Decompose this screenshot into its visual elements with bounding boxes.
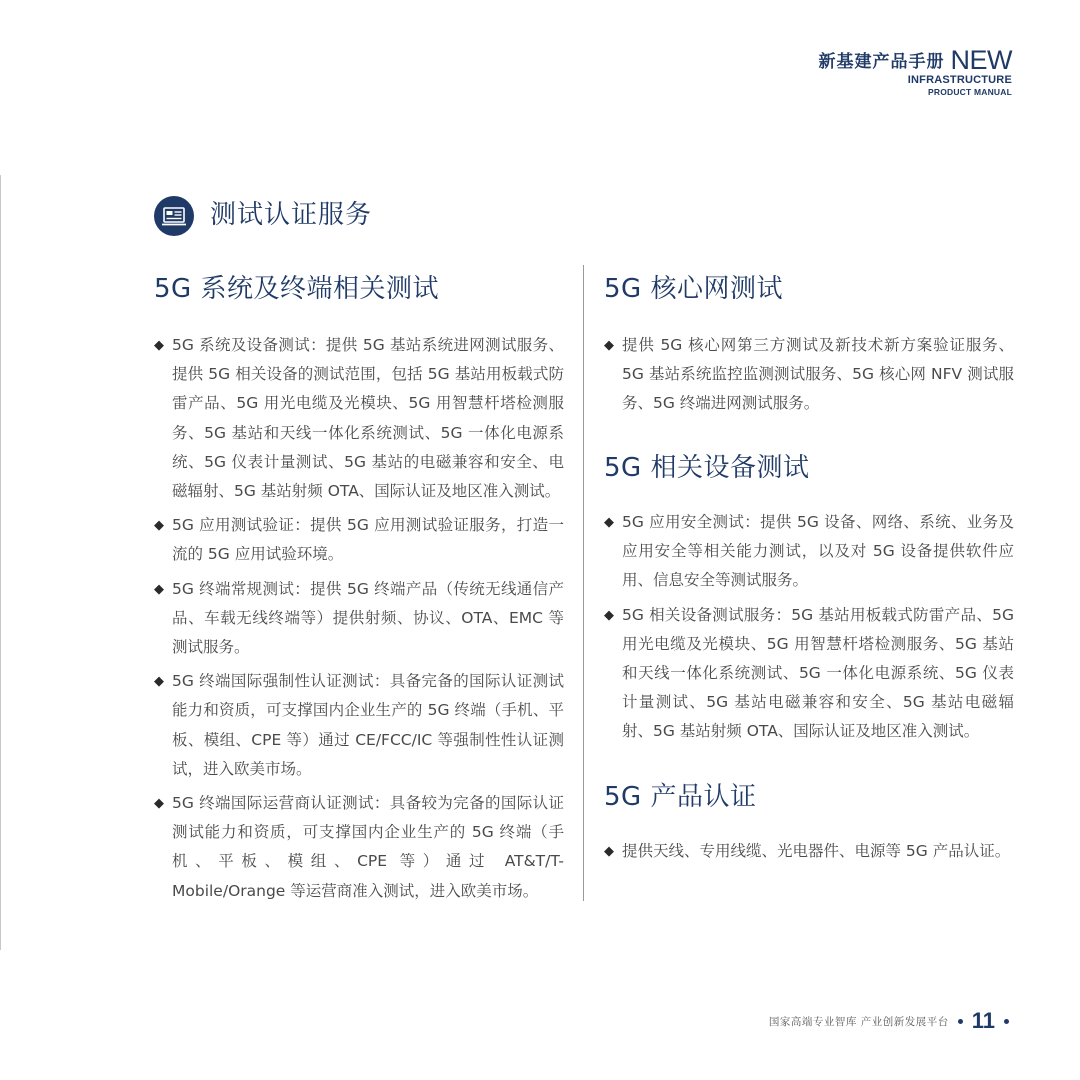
footer — [769, 1008, 1018, 1034]
list-item: ◆ 5G 终端国际运营商认证测试：具备较为完备的国际认证测试能力和资质，可支撑国内企业生产的 5G 终端（手机、平板、模组、CPE 等）通过 AT&T/T-Mobile/Orange 等运营商准入测试，进入欧美市场。 — [154, 789, 564, 906]
header-block — [818, 45, 1013, 98]
equipment-list — [604, 508, 1014, 747]
header-title-cn: 新基建产品手册 — [818, 52, 945, 72]
diamond-bullet-icon: ◆ — [604, 338, 614, 353]
section-title: 测试认证服务 — [210, 200, 373, 230]
list-item: ◆ 提供 5G 核心网第三方测试及新技术新方案验证服务、5G 基站系统监控监测测试服务、5G 核心网 NFV 测试服务、5G 终端进网测试服务。 — [604, 331, 1014, 419]
list-item: ◆ 5G 终端国际强制性认证测试：具备完备的国际认证测试能力和资质，可支撑国内企业生产的 5G 终端（手机、平板、模组、CPE 等）通过 CE/FCC/IC 等强制性性认证测试，进入欧美市场。 — [154, 667, 564, 784]
left-bullet-list — [154, 331, 564, 906]
page-number: 11 — [971, 1008, 995, 1033]
core-network-list — [604, 331, 1014, 419]
diamond-bullet-icon: ◆ — [154, 674, 164, 690]
diamond-bullet-icon: ◆ — [604, 515, 614, 530]
list-item: ◆ 5G 相关设备测试服务：5G 基站用板载式防雷产品、5G 用光电缆及光模块、5G 用智慧杆塔检测服务、5G 基站和天线一体化系统测试、5G 一体化电源系统、5G 仪表计量测试、5G 基站电磁兼容和安全、5G 基站电磁辐射、5G 基站射频 OTA、国际认证及地区准入测试。 — [604, 601, 1014, 747]
core-network-heading: 5G 核心网测试 — [604, 274, 783, 304]
list-item: ◆ 5G 系统及设备测试：提供 5G 基站系统进网测试服务、提供 5G 相关设备的测试范围，包括 5G 基站用板载式防雷产品、5G 用光电缆及光模块、5G 用智慧杆塔检测服务、5G 基站和天线一体化系统测试、5G 一体化电源系统、5G 仪表计量测试、5G 基站的电磁兼容和安全、电磁辐射、5G 基站射频 OTA、国际认证及地区准入测试。 — [154, 331, 564, 506]
product-cert-list — [604, 837, 1019, 866]
diamond-bullet-icon: ◆ — [604, 607, 614, 623]
column-divider — [583, 265, 584, 901]
list-item: ◆ 5G 应用测试验证：提供 5G 应用测试验证服务，打造一流的 5G 应用试验环境。 — [154, 511, 564, 569]
diamond-bullet-icon: ◆ — [154, 338, 164, 353]
footer-dot-icon — [1004, 1019, 1009, 1024]
diamond-bullet-icon: ◆ — [154, 581, 164, 597]
header-title-line — [818, 45, 1013, 75]
header-title-new: NEW — [950, 45, 1012, 75]
test-certificate-icon — [154, 196, 194, 236]
header-subtitle-product-manual: PRODUCT MANUAL — [927, 87, 1012, 97]
diamond-bullet-icon: ◆ — [154, 796, 164, 812]
diamond-bullet-icon: ◆ — [604, 844, 614, 859]
header-subtitle-infrastructure: INFRASTRUCTURE — [907, 74, 1012, 86]
list-item: ◆ 5G 应用安全测试：提供 5G 设备、网络、系统、业务及应用安全等相关能力测试，以及对 5G 设备提供软件应用、信息安全等测试服务。 — [604, 508, 1014, 596]
list-item: ◆ 5G 终端常规测试：提供 5G 终端产品（传统无线通信产品、车载无线终端等）提供射频、协议、OTA、EMC 等测试服务。 — [154, 575, 564, 663]
footer-dot-icon — [958, 1019, 963, 1024]
list-item: ◆ 提供天线、专用线缆、光电器件、电源等 5G 产品认证。 — [604, 837, 1019, 866]
equipment-heading: 5G 相关设备测试 — [604, 453, 810, 483]
left-heading: 5G 系统及终端相关测试 — [154, 274, 439, 304]
left-margin-rule — [0, 175, 1, 950]
product-cert-heading: 5G 产品认证 — [604, 782, 757, 812]
diamond-bullet-icon: ◆ — [154, 518, 164, 534]
footer-text: 国家高端专业智库 产业创新发展平台 — [768, 1015, 949, 1028]
